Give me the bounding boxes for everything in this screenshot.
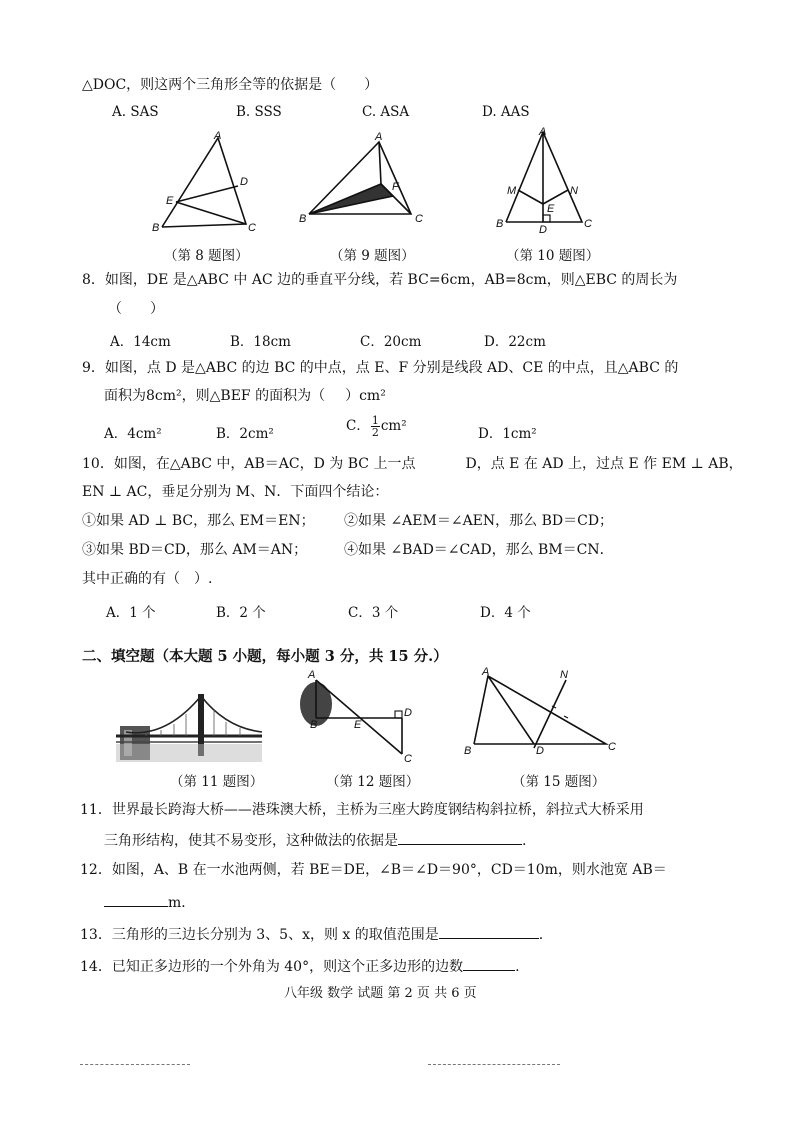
fig10-caption: （第 10 题图） — [506, 248, 600, 264]
q14-text: 14．已知正多边形的一个外角为 40°，则这个正多边形的边数 — [80, 959, 464, 975]
q8-option-c: C．20cm — [360, 334, 422, 350]
q9-line2 — [104, 388, 386, 405]
fig9-label-f: F — [392, 181, 399, 193]
q14-end: . — [515, 959, 520, 975]
bottom-divider-right — [428, 1064, 560, 1065]
q12-answer-blank[interactable] — [104, 892, 168, 907]
q9-option-c-unit: cm² — [380, 418, 407, 434]
fig12-label-e: E — [354, 719, 362, 731]
q11-line2 — [104, 830, 526, 850]
q11-answer-blank[interactable] — [398, 830, 522, 845]
fig12-label-d: D — [404, 707, 412, 719]
q8-line1: 8．如图，DE 是△ABC 中 AC 边的垂直平分线，若 BC=6cm，AB=8cm，则△EBC 的周长为 — [82, 272, 678, 288]
q10-option-c: C．3 个 — [348, 605, 399, 621]
q10-option-d: D．4 个 — [480, 605, 531, 621]
section-2-title: 二、填空题（本大题 5 小题，每小题 3 分，共 15 分.） — [82, 648, 448, 665]
q7-option-b: B. SSS — [236, 104, 282, 120]
fraction-numerator: 1 — [371, 414, 379, 427]
q8-option-b: B．18cm — [230, 334, 291, 350]
q8-option-d: D．22cm — [484, 334, 546, 350]
fig8-label-d: D — [240, 176, 248, 188]
fig10-label-c: C — [584, 218, 592, 230]
q11-line1: 11．世界最长跨海大桥——港珠澳大桥，主桥为三座大跨度钢结构斜拉桥，斜拉式大桥采用 — [80, 802, 644, 818]
q9-option-c — [346, 414, 407, 438]
fig15-label-a: A — [482, 666, 490, 678]
q7-option-d: D. AAS — [482, 104, 530, 120]
q10-line1 — [82, 456, 743, 473]
q12-line2 — [104, 892, 195, 912]
q14-answer-blank[interactable] — [463, 956, 515, 971]
fig9-label-a: A — [375, 131, 383, 143]
q10-option-b: B．2 个 — [216, 605, 266, 621]
figure-11-bridge — [116, 680, 262, 762]
q7-option-c: C. ASA — [362, 104, 410, 120]
fig8-caption: （第 8 题图） — [164, 248, 249, 264]
q9-option-b: B．2cm² — [216, 426, 274, 442]
q9-option-c-label: C． — [346, 418, 370, 434]
fig10-label-m: M — [507, 185, 517, 197]
q14-line — [80, 956, 520, 976]
q9-option-c-fraction — [371, 415, 380, 438]
fig8-label-a: A — [214, 130, 222, 142]
figure-12 — [296, 666, 420, 766]
fig8-label-e: E — [166, 195, 174, 207]
q10-option-a: A．1 个 — [106, 605, 156, 621]
fig10-label-d: D — [539, 224, 547, 236]
q8-option-a: A．14cm — [110, 334, 171, 350]
fig12-label-c: C — [404, 753, 412, 765]
q10-line2: EN ⊥ AC，垂足分别为 M、N．下面四个结论： — [82, 484, 389, 500]
q8-line2: （ ） — [108, 301, 164, 317]
q13-end: . — [538, 927, 544, 943]
fig10-label-b: B — [496, 218, 504, 230]
fig8-label-b: B — [152, 222, 160, 234]
fig9-label-b: B — [299, 213, 307, 225]
fraction-denominator: 2 — [371, 426, 379, 439]
q10-conclusion-4: ④如果 ∠BAD＝∠CAD，那么 BM＝CN． — [344, 542, 614, 558]
q7-line: △DOC，则这两个三角形全等的依据是（ ） — [82, 77, 379, 93]
q10-conclusion-3: ③如果 BD＝CD，那么 AM＝AN； — [82, 542, 308, 558]
q7-option-a: A. SAS — [112, 104, 159, 120]
figure-8 — [140, 130, 270, 235]
q9-line2-text: 面积为8cm²，则△BEF 的面积为（ — [104, 388, 326, 404]
fig10-label-n: N — [570, 185, 578, 197]
q10-conclusion-2: ②如果 ∠AEM＝∠AEN，那么 BD＝CD； — [344, 513, 614, 529]
page-footer: 八年级 数学 试题 第 2 页 共 6 页 — [284, 986, 477, 1001]
q11-end: . — [522, 833, 527, 849]
fig10-label-a: A — [539, 126, 547, 138]
fig11-caption: （第 11 题图） — [170, 774, 264, 790]
fig15-caption: （第 15 题图） — [512, 774, 606, 790]
q11-line2-text: 三角形结构，使其不易变形，这种做法的依据是 — [104, 833, 398, 849]
fig10-label-e: E — [547, 203, 555, 215]
fig12-label-a: A — [308, 669, 316, 681]
fig12-caption: （第 12 题图） — [326, 774, 420, 790]
fig12-label-b: B — [310, 719, 318, 731]
q12-line1: 12．如图，A、B 在一水池两侧，若 BE＝DE，∠B＝∠D＝90°，CD＝10m，则水池宽 AB＝ — [80, 862, 667, 878]
bottom-divider-left — [80, 1064, 190, 1065]
q10-conclusion-1: ①如果 AD ⊥ BC，那么 EM＝EN； — [82, 513, 315, 529]
q13-answer-blank[interactable] — [439, 924, 539, 939]
q13-text: 13．三角形的三边长分别为 3、5、x，则 x 的取值范围是 — [80, 927, 439, 943]
fig15-label-b: B — [464, 745, 472, 757]
q9-line2-unit: ）cm² — [345, 388, 386, 404]
figure-10 — [490, 126, 605, 236]
fig15-label-n: N — [560, 669, 568, 681]
fig8-label-c: C — [248, 222, 256, 234]
figure-9 — [295, 128, 435, 233]
fig9-label-c: C — [415, 213, 423, 225]
q9-option-d: D．1cm² — [478, 426, 537, 442]
q9-line1: 9．如图，点 D 是△ABC 的边 BC 的中点，点 E、F 分别是线段 AD、CE 的中点，且△ABC 的 — [82, 360, 679, 376]
q10-line5: 其中正确的有（ ）. — [82, 571, 213, 587]
q12-unit: m． — [168, 895, 196, 911]
q10-line1-part1: 10．如图，在△ABC 中，AB＝AC，D 为 BC 上一点 — [82, 456, 416, 472]
fig15-label-c: C — [608, 741, 616, 753]
fig15-label-d: D — [536, 745, 544, 757]
q9-option-a: A．4cm² — [104, 426, 162, 442]
fig9-caption: （第 9 题图） — [330, 248, 415, 264]
q10-line1-part2: D，点 E 在 AD 上，过点 E 作 EM ⊥ AB， — [465, 456, 743, 472]
figure-15 — [462, 666, 622, 762]
q13-line — [80, 924, 543, 944]
